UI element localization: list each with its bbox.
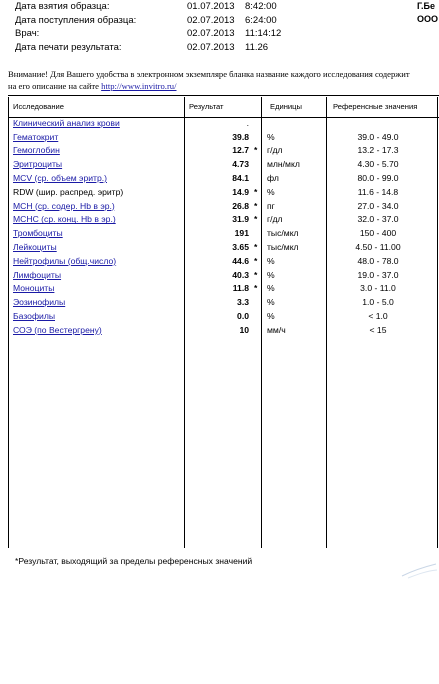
test-name-link[interactable]: MCHC (ср. конц. Hb в эр.)	[13, 214, 116, 225]
meta-time: 6:24:00	[245, 14, 277, 26]
unit: млн/мкл	[267, 159, 300, 170]
result-value: 12.7	[232, 145, 249, 156]
result-value: 26.8	[232, 200, 249, 211]
table-row	[8, 297, 439, 310]
result-value: 191	[234, 228, 249, 239]
notice-line-2	[8, 80, 439, 92]
table-row	[8, 283, 439, 296]
table-row	[8, 270, 439, 283]
result-value: 14.9	[232, 186, 249, 197]
table-row	[8, 242, 439, 255]
reference-range: 13.2 - 17.3	[357, 145, 399, 156]
unit: %	[267, 269, 275, 280]
table-row	[8, 228, 439, 241]
unit: мм/ч	[267, 324, 286, 335]
notice	[8, 68, 439, 92]
reference-range: 19.0 - 37.0	[357, 269, 399, 280]
test-name-link[interactable]: Гемоглобин	[13, 145, 60, 156]
unit: г/дл	[267, 214, 283, 225]
result-value: 39.8	[232, 131, 249, 142]
reference-range: 48.0 - 78.0	[357, 255, 399, 266]
reference-range: < 1.0	[368, 310, 388, 321]
meta-time: 11:14:12	[245, 28, 282, 39]
test-name-link[interactable]: Лимфоциты	[13, 269, 62, 280]
notice-line-2-text: на его описание на сайте	[8, 81, 102, 91]
table-row	[8, 311, 439, 324]
section-result: .	[246, 118, 249, 128]
table-row	[8, 187, 439, 200]
test-name-link[interactable]: Эозинофилы	[13, 297, 66, 308]
meta-label: Дата печати результата:	[15, 41, 122, 53]
test-name-link[interactable]: СОЭ (по Вестергрену)	[13, 324, 102, 335]
header-ref: Референсные значения	[333, 102, 418, 111]
unit: %	[267, 255, 275, 266]
header-name: Исследование	[13, 102, 65, 111]
meta-date: 02.07.2013	[187, 28, 235, 39]
meta-label: Дата взятия образца:	[15, 1, 110, 12]
unit: %	[267, 310, 275, 321]
result-value: 44.6	[232, 255, 249, 266]
divider	[8, 95, 439, 96]
unit: фл	[267, 172, 279, 183]
result-value: 11.8	[232, 283, 249, 294]
out-of-range-flag: *	[254, 186, 258, 197]
test-name-link[interactable]: Эритроциты	[13, 159, 63, 170]
unit: %	[267, 297, 275, 308]
reference-range: 4.50 - 11.00	[355, 241, 401, 252]
header-result: Результат	[189, 102, 224, 111]
out-of-range-flag: *	[254, 214, 258, 225]
footnote: *Результат, выходящий за пределы референсных значений	[15, 556, 253, 566]
section-row	[8, 118, 439, 131]
meta-label: Врач:	[15, 28, 40, 39]
reference-range: < 15	[369, 324, 387, 335]
section-title-link[interactable]: Клинический анализ крови	[13, 118, 120, 128]
unit: %	[267, 131, 275, 142]
unit: пг	[267, 200, 275, 211]
header-unit: Единицы	[270, 102, 302, 111]
test-name-link[interactable]: Лейкоциты	[13, 241, 57, 252]
test-name-link[interactable]: Гематокрит	[13, 131, 59, 142]
table-row	[8, 145, 439, 158]
test-name-link[interactable]: Тромбоциты	[13, 228, 63, 239]
table-row	[8, 214, 439, 227]
result-value: 84.1	[232, 172, 249, 183]
reference-range: 150 - 400	[359, 228, 397, 239]
reference-range: 1.0 - 5.0	[362, 297, 394, 308]
test-name-link[interactable]: MCV (ср. объем эритр.)	[13, 172, 107, 183]
reference-range: 27.0 - 34.0	[357, 200, 399, 211]
reference-range: 3.0 - 11.0	[360, 283, 396, 294]
meta-time: 8:42:00	[245, 1, 277, 12]
test-name: RDW (шир. распред. эритр)	[13, 186, 124, 197]
result-value: 40.3	[232, 269, 249, 280]
result-value: 3.3	[237, 297, 249, 308]
out-of-range-flag: *	[254, 200, 258, 211]
meta-date: 02.07.2013	[187, 41, 235, 53]
reference-range: 32.0 - 37.0	[357, 214, 399, 225]
out-of-range-flag: *	[254, 255, 258, 266]
out-of-range-flag: *	[254, 283, 258, 294]
unit: тыс/мкл	[267, 241, 299, 252]
invitro-link[interactable]: http://www.invitro.ru/	[101, 81, 177, 91]
pen-mark	[398, 558, 439, 580]
table-row	[8, 132, 439, 145]
result-value: 31.9	[232, 214, 249, 225]
table-row	[8, 201, 439, 214]
results-table	[8, 97, 439, 548]
unit: г/дл	[267, 145, 283, 156]
unit: тыс/мкл	[267, 228, 299, 239]
result-value: 3.65	[232, 241, 249, 252]
out-of-range-flag: *	[254, 145, 258, 156]
table-row	[8, 325, 439, 338]
test-name-link[interactable]: MCH (ср. содер. Hb в эр.)	[13, 200, 115, 211]
test-name-link[interactable]: Нейтрофилы (общ.число)	[13, 255, 117, 266]
table-row	[8, 159, 439, 172]
unit: %	[267, 283, 275, 294]
meta-label: Дата поступления образца:	[15, 14, 137, 26]
unit: %	[267, 186, 275, 197]
result-value: 4.73	[232, 159, 249, 170]
meta-date: 01.07.2013	[187, 1, 235, 12]
out-of-range-flag: *	[254, 269, 258, 280]
result-value: 10	[239, 324, 249, 335]
test-name-link[interactable]: Моноциты	[13, 283, 55, 294]
table-row	[8, 173, 439, 186]
out-of-range-flag: *	[254, 241, 258, 252]
meta-time: 11.26	[245, 41, 269, 53]
reference-range: 39.0 - 49.0	[357, 131, 399, 142]
reference-range: 80.0 - 99.0	[357, 172, 399, 183]
test-name-link[interactable]: Базофилы	[13, 310, 56, 321]
result-value: 0.0	[237, 310, 249, 321]
lab-header-line-1: Г.Бе	[417, 1, 435, 11]
notice-line-1: Внимание! Для Вашего удобства в электронном экземпляре бланка название каждого исследования содержит	[8, 69, 410, 79]
lab-header-line-2: ООО	[417, 14, 439, 24]
reference-range: 11.6 - 14.8	[357, 186, 399, 197]
lab-header-fragment	[417, 0, 438, 26]
reference-range: 4.30 - 5.70	[357, 159, 399, 170]
table-row	[8, 256, 439, 269]
meta-date: 02.07.2013	[187, 14, 235, 26]
